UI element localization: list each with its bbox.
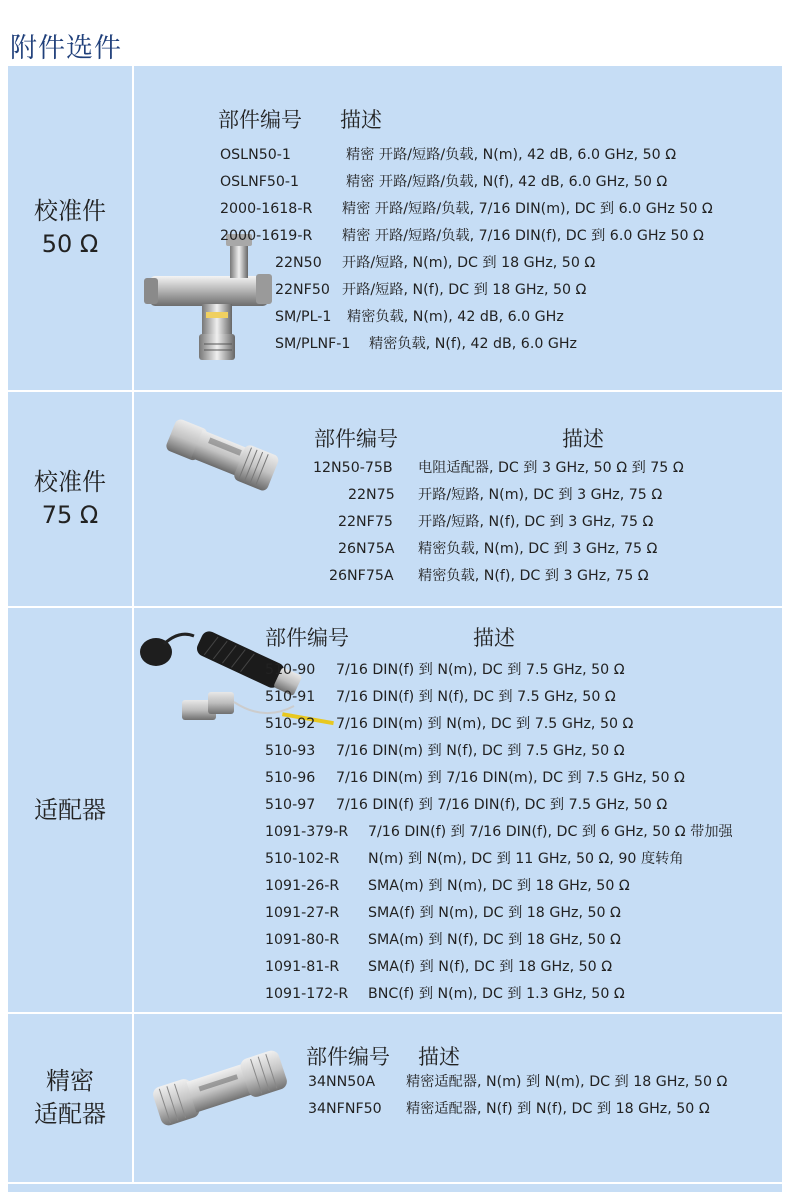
part-description: 7/16 DIN(m) 到 N(m), DC 到 7.5 GHz, 50 Ω (336, 716, 634, 732)
part-number: 510-91 (265, 689, 316, 705)
category-cell (8, 66, 134, 390)
part-number: SM/PL-1 (275, 309, 332, 325)
category-cell (8, 608, 134, 1012)
part-number: 26N75A (338, 541, 395, 557)
part-description: 7/16 DIN(f) 到 N(f), DC 到 7.5 GHz, 50 Ω (336, 689, 616, 705)
part-description: 精密 开路/短路/负载, 7/16 DIN(f), DC 到 6.0 GHz 50 Ω (342, 228, 704, 244)
header-description: 描述 (562, 427, 604, 451)
part-description: 开路/短路, N(f), DC 到 3 GHz, 75 Ω (418, 514, 654, 530)
part-number: 22N50 (275, 255, 322, 271)
part-number: 34NN50A (308, 1074, 376, 1090)
header-part-number: 部件编号 (306, 1045, 390, 1069)
part-description: 7/16 DIN(f) 到 7/16 DIN(f), DC 到 7.5 GHz, 50 Ω (336, 797, 668, 813)
part-description: 开路/短路, N(m), DC 到 18 GHz, 50 Ω (342, 255, 596, 271)
part-number: 1091-26-R (265, 878, 340, 894)
category-label: 精密 适配器 (34, 1067, 106, 1128)
header-part-number: 部件编号 (265, 626, 349, 650)
part-number: 34NFNF50 (308, 1101, 382, 1117)
part-description: 电阻适配器, DC 到 3 GHz, 50 Ω 到 75 Ω (418, 460, 684, 476)
part-number: 510-93 (265, 743, 316, 759)
category-cell (8, 392, 134, 606)
part-number: 510-92 (265, 716, 316, 732)
part-description: BNC(f) 到 N(m), DC 到 1.3 GHz, 50 Ω (368, 986, 625, 1002)
category-label: 校准件 75 Ω (34, 468, 106, 529)
header-description: 描述 (473, 626, 515, 650)
part-description: 精密适配器, N(f) 到 N(f), DC 到 18 GHz, 50 Ω (406, 1101, 710, 1117)
part-number: 510-102-R (265, 851, 340, 867)
part-description: 7/16 DIN(f) 到 7/16 DIN(f), DC 到 6 GHz, 50 Ω 带加强 (368, 824, 733, 840)
part-number: OSLNF50-1 (220, 174, 300, 190)
part-number: 2000-1618-R (220, 201, 313, 217)
part-description: SMA(f) 到 N(m), DC 到 18 GHz, 50 Ω (368, 905, 621, 921)
precision-adapter-image (150, 1028, 290, 1148)
part-number: 22NF75 (338, 514, 393, 530)
part-description: 精密负载, N(f), DC 到 3 GHz, 75 Ω (418, 568, 649, 584)
part-description: 7/16 DIN(f) 到 N(m), DC 到 7.5 GHz, 50 Ω (336, 662, 625, 678)
part-description: 开路/短路, N(f), DC 到 18 GHz, 50 Ω (342, 282, 587, 298)
part-number: 1091-81-R (265, 959, 340, 975)
part-number: 1091-27-R (265, 905, 340, 921)
part-description: SMA(f) 到 N(f), DC 到 18 GHz, 50 Ω (368, 959, 613, 975)
part-description: SMA(m) 到 N(m), DC 到 18 GHz, 50 Ω (368, 878, 630, 894)
header-description: 描述 (340, 108, 382, 132)
part-description: 开路/短路, N(m), DC 到 3 GHz, 75 Ω (418, 487, 663, 503)
part-description: SMA(m) 到 N(f), DC 到 18 GHz, 50 Ω (368, 932, 621, 948)
part-description: 精密负载, N(m), 42 dB, 6.0 GHz (347, 309, 564, 325)
next-section-stub (8, 1184, 782, 1192)
part-description: 7/16 DIN(m) 到 7/16 DIN(m), DC 到 7.5 GHz, 50 Ω (336, 770, 685, 786)
page-title: 附件选件 (10, 33, 122, 64)
part-description: 精密 开路/短路/负载, 7/16 DIN(m), DC 到 6.0 GHz 50 Ω (342, 201, 713, 217)
part-description: 精密适配器, N(m) 到 N(m), DC 到 18 GHz, 50 Ω (406, 1074, 728, 1090)
part-number: 1091-80-R (265, 932, 340, 948)
part-description: 精密负载, N(m), DC 到 3 GHz, 75 Ω (418, 541, 658, 557)
part-number: 510-97 (265, 797, 316, 813)
part-description: N(m) 到 N(m), DC 到 11 GHz, 50 Ω, 90 度转角 (368, 851, 684, 867)
part-description: 精密 开路/短路/负载, N(f), 42 dB, 6.0 GHz, 50 Ω (346, 174, 668, 190)
part-number: 22N75 (348, 487, 395, 503)
part-number: 2000-1619-R (220, 228, 313, 244)
part-description: 精密 开路/短路/负载, N(m), 42 dB, 6.0 GHz, 50 Ω (346, 147, 677, 163)
part-number: 22NF50 (275, 282, 330, 298)
category-cell (8, 1014, 134, 1182)
part-number: 510-90 (265, 662, 316, 678)
part-number: 510-96 (265, 770, 316, 786)
header-part-number: 部件编号 (314, 427, 398, 451)
part-number: 1091-379-R (265, 824, 349, 840)
category-label: 适配器 (34, 795, 106, 824)
part-number: 1091-172-R (265, 986, 349, 1002)
part-number: 12N50-75B (313, 460, 393, 476)
adapter-75-ohm-image (164, 410, 284, 505)
header-description: 描述 (418, 1045, 460, 1069)
part-number: SM/PLNF-1 (275, 336, 351, 352)
part-number: OSLN50-1 (220, 147, 291, 163)
header-part-number: 部件编号 (218, 108, 302, 132)
part-description: 精密负载, N(f), 42 dB, 6.0 GHz (369, 336, 577, 352)
part-number: 26NF75A (329, 568, 394, 584)
category-label: 校准件 50 Ω (34, 197, 106, 258)
part-description: 7/16 DIN(m) 到 N(f), DC 到 7.5 GHz, 50 Ω (336, 743, 625, 759)
